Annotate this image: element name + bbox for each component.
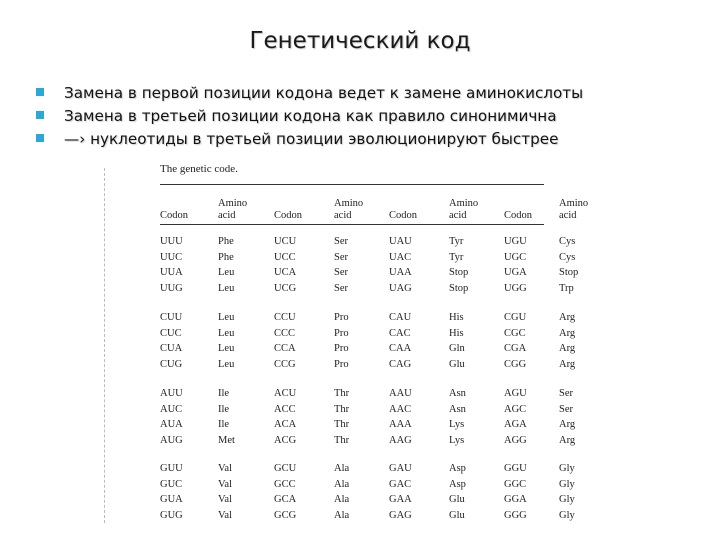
amino-acid-cell: Tyr	[449, 252, 464, 263]
square-bullet-icon	[36, 111, 44, 119]
codon-cell: CUG	[160, 359, 183, 370]
codon-cell: UUG	[160, 283, 183, 294]
amino-acid-cell: Arg	[559, 343, 576, 354]
codon-cell: UGU	[504, 236, 527, 247]
codon-cell: AUG	[160, 435, 183, 446]
amino-acid-cell: Gly	[559, 510, 575, 521]
amino-acid-cell: Tyr	[449, 236, 464, 247]
codon-cell: AGC	[504, 404, 527, 415]
column-header-amino: Amino	[559, 198, 589, 209]
codon-cell: GAU	[389, 463, 412, 474]
column-header-amino: acid	[449, 210, 467, 221]
codon-cell: UCA	[274, 267, 297, 278]
codon-cell: GAG	[389, 510, 412, 521]
amino-acid-cell: Ile	[218, 404, 230, 415]
amino-acid-cell: His	[449, 312, 464, 323]
amino-acid-cell: Val	[218, 510, 232, 521]
codon-cell: CCA	[274, 343, 296, 354]
amino-acid-cell: Pro	[334, 343, 349, 354]
codon-cell: UCC	[274, 252, 296, 263]
codon-cell: AUC	[160, 404, 183, 415]
bullet-text: Замена в третьей позиции кодона как правило синонимична	[64, 107, 557, 125]
amino-acid-cell: Ser	[334, 236, 348, 247]
codon-cell: CUC	[160, 328, 182, 339]
column-header-amino: Amino	[334, 198, 364, 209]
column-header-codon: Codon	[160, 210, 189, 221]
square-bullet-icon	[36, 134, 44, 142]
amino-acid-cell: Stop	[449, 283, 469, 294]
codon-cell: CCG	[274, 359, 296, 370]
codon-cell: GUU	[160, 463, 183, 474]
amino-acid-cell: Cys	[559, 252, 576, 263]
amino-acid-cell: Asn	[449, 388, 466, 399]
amino-acid-cell: Leu	[218, 283, 235, 294]
amino-acid-cell: Asn	[449, 404, 466, 415]
codon-cell: GCU	[274, 463, 297, 474]
codon-cell: GCA	[274, 494, 297, 505]
codon-cell: AAG	[389, 435, 412, 446]
amino-acid-cell: Ser	[334, 252, 348, 263]
amino-acid-cell: Pro	[334, 359, 349, 370]
amino-acid-cell: Val	[218, 463, 232, 474]
amino-acid-cell: Trp	[559, 283, 574, 294]
amino-acid-cell: Thr	[334, 388, 350, 399]
codon-cell: CGA	[504, 343, 527, 354]
amino-acid-cell: Arg	[559, 328, 576, 339]
codon-cell: UCU	[274, 236, 297, 247]
column-header-amino: Amino	[449, 198, 479, 209]
amino-acid-cell: Glu	[449, 510, 465, 521]
square-bullet-icon	[36, 88, 44, 96]
codon-cell: CAA	[389, 343, 412, 354]
bullet-text: Замена в первой позиции кодона ведет к замене аминокислоты	[64, 84, 584, 102]
codon-cell: UGG	[504, 283, 527, 294]
amino-acid-cell: Ala	[334, 494, 350, 505]
amino-acid-cell: Ala	[334, 510, 350, 521]
codon-cell: ACG	[274, 435, 297, 446]
amino-acid-cell: Glu	[449, 359, 465, 370]
codon-cell: UUC	[160, 252, 183, 263]
amino-acid-cell: Leu	[218, 267, 235, 278]
codon-cell: GGA	[504, 494, 527, 505]
column-header-codon: Codon	[389, 210, 418, 221]
codon-cell: CCU	[274, 312, 296, 323]
amino-acid-cell: Arg	[559, 419, 576, 430]
codon-cell: AUU	[160, 388, 183, 399]
codon-cell: CAG	[389, 359, 412, 370]
codon-cell: UAU	[389, 236, 412, 247]
amino-acid-cell: Asp	[449, 463, 466, 474]
amino-acid-cell: Stop	[559, 267, 579, 278]
codon-cell: CCC	[274, 328, 296, 339]
amino-acid-cell: Asp	[449, 479, 466, 490]
codon-cell: GAC	[389, 479, 412, 490]
codon-cell: GUG	[160, 510, 183, 521]
slide-title: Генетический код	[249, 28, 471, 54]
amino-acid-cell: Val	[218, 479, 232, 490]
amino-acid-cell: Stop	[449, 267, 469, 278]
codon-cell: CUA	[160, 343, 183, 354]
bullet-text: —› нуклеотиды в третьей позиции эволюционируют быстрее	[64, 130, 559, 148]
codon-cell: CUU	[160, 312, 183, 323]
amino-acid-cell: Arg	[559, 359, 576, 370]
amino-acid-cell: Glu	[449, 494, 465, 505]
amino-acid-cell: Phe	[218, 252, 234, 263]
codon-cell: UCG	[274, 283, 297, 294]
amino-acid-cell: Leu	[218, 343, 235, 354]
codon-cell: AGA	[504, 419, 527, 430]
amino-acid-cell: Gln	[449, 343, 465, 354]
amino-acid-cell: Arg	[559, 435, 576, 446]
codon-cell: UGA	[504, 267, 527, 278]
bullet-item	[36, 107, 706, 130]
bullet-item	[36, 130, 706, 153]
codon-cell: GGG	[504, 510, 527, 521]
amino-acid-cell: Met	[218, 435, 235, 446]
amino-acid-cell: Gly	[559, 494, 575, 505]
codon-cell: GAA	[389, 494, 412, 505]
codon-cell: UUU	[160, 236, 183, 247]
column-header-codon: Codon	[274, 210, 303, 221]
codon-cell: GCC	[274, 479, 296, 490]
bullet-list	[36, 84, 706, 153]
amino-acid-cell: Ser	[334, 283, 348, 294]
amino-acid-cell: Thr	[334, 404, 350, 415]
codon-cell: CAU	[389, 312, 412, 323]
amino-acid-cell: Leu	[218, 328, 235, 339]
amino-acid-cell: Ser	[559, 388, 573, 399]
amino-acid-cell: Leu	[218, 312, 235, 323]
codon-cell: AGG	[504, 435, 527, 446]
amino-acid-cell: Lys	[449, 435, 465, 446]
table-header-rule	[160, 224, 544, 225]
codon-cell: GUA	[160, 494, 183, 505]
amino-acid-cell: Ser	[334, 267, 348, 278]
codon-cell: GGU	[504, 463, 527, 474]
column-header-amino: acid	[334, 210, 352, 221]
amino-acid-cell: Thr	[334, 419, 350, 430]
codon-cell: CGU	[504, 312, 527, 323]
amino-acid-cell: Pro	[334, 328, 349, 339]
codon-cell: ACA	[274, 419, 297, 430]
amino-acid-cell: Ala	[334, 479, 350, 490]
table-top-rule	[160, 184, 544, 185]
codon-cell: CAC	[389, 328, 411, 339]
codon-cell: UGC	[504, 252, 527, 263]
codon-cell: ACU	[274, 388, 297, 399]
amino-acid-cell: Phe	[218, 236, 234, 247]
codon-cell: AAA	[389, 419, 412, 430]
codon-cell: AUA	[160, 419, 183, 430]
column-header-amino: Amino	[218, 198, 248, 209]
amino-acid-cell: Thr	[334, 435, 350, 446]
codon-cell: GUC	[160, 479, 183, 490]
codon-cell: AGU	[504, 388, 527, 399]
codon-cell: UUA	[160, 267, 183, 278]
codon-cell: GGC	[504, 479, 527, 490]
figure-edge-line	[104, 168, 105, 523]
amino-acid-cell: Cys	[559, 236, 576, 247]
codon-cell: ACC	[274, 404, 296, 415]
codon-cell: AAU	[389, 388, 412, 399]
codon-cell: CGG	[504, 359, 527, 370]
codon-cell: CGC	[504, 328, 526, 339]
amino-acid-cell: His	[449, 328, 464, 339]
amino-acid-cell: Pro	[334, 312, 349, 323]
codon-cell: UAA	[389, 267, 412, 278]
codon-cell: AAC	[389, 404, 412, 415]
column-header-amino: acid	[218, 210, 236, 221]
column-header-codon: Codon	[504, 210, 533, 221]
codon-cell: UAC	[389, 252, 412, 263]
figure-caption: The genetic code.	[160, 163, 238, 175]
amino-acid-cell: Leu	[218, 359, 235, 370]
amino-acid-cell: Lys	[449, 419, 465, 430]
amino-acid-cell: Ser	[559, 404, 573, 415]
genetic-code-table-figure	[104, 160, 589, 532]
amino-acid-cell: Gly	[559, 479, 575, 490]
amino-acid-cell: Ile	[218, 419, 230, 430]
codon-cell: GCG	[274, 510, 297, 521]
amino-acid-cell: Ile	[218, 388, 230, 399]
amino-acid-cell: Val	[218, 494, 232, 505]
amino-acid-cell: Ala	[334, 463, 350, 474]
bullet-item	[36, 84, 706, 107]
amino-acid-cell: Gly	[559, 463, 575, 474]
amino-acid-cell: Arg	[559, 312, 576, 323]
column-header-amino: acid	[559, 210, 577, 221]
codon-cell: UAG	[389, 283, 412, 294]
